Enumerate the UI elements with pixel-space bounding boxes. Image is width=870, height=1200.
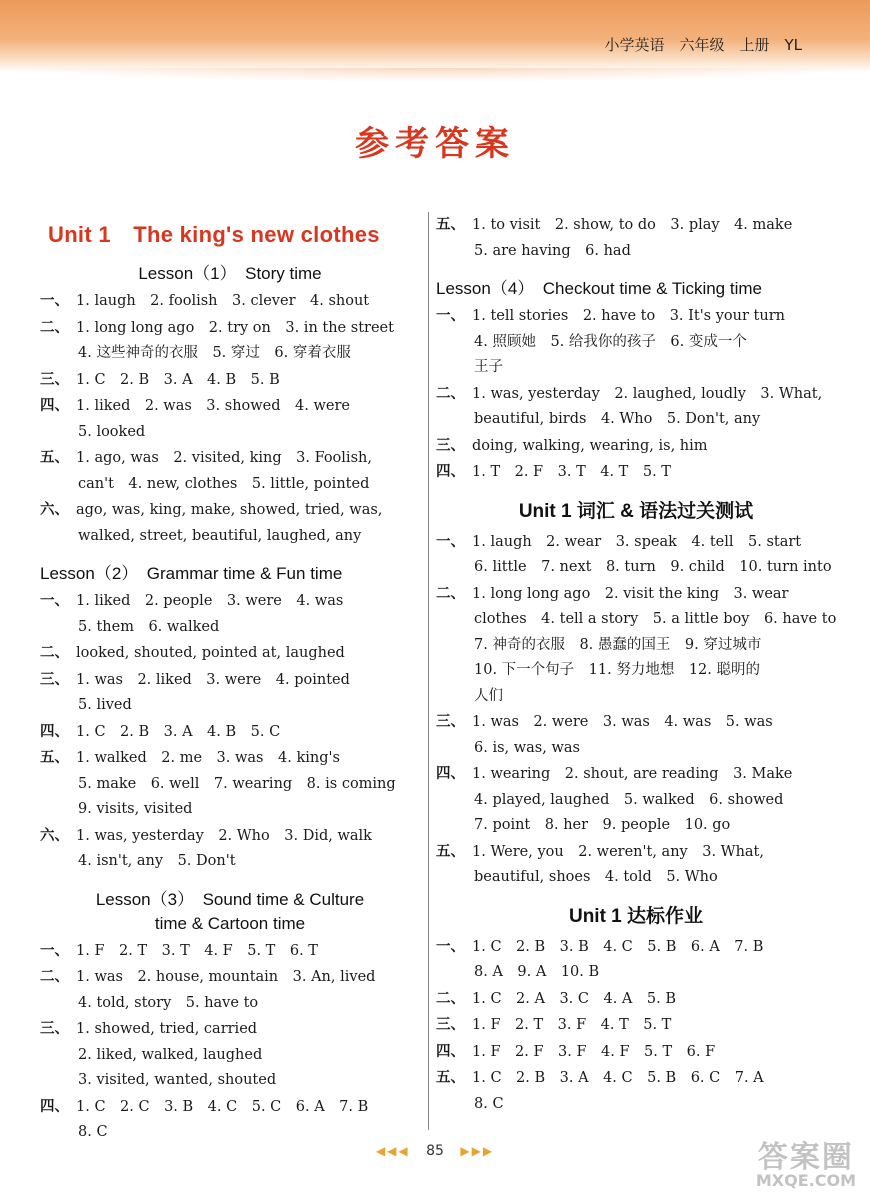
answer-text: doing, walking, wearing, is, him	[472, 437, 708, 454]
answer-line	[436, 459, 836, 486]
answer-text: 1. showed, tried, carried	[76, 1021, 258, 1037]
question-number: 五、	[40, 449, 69, 466]
answer-line	[40, 445, 420, 472]
lesson-heading: time & Cartoon time	[154, 913, 306, 933]
answer-text: 1. long long ago 2. visit the king 3. wear	[472, 585, 789, 602]
question-number: 一、	[436, 307, 465, 324]
answer-continuation: walked, street, beautiful, laughed, any	[78, 527, 362, 544]
answer-line	[40, 745, 420, 772]
answer-text: 1. C 2. A 3. C 4. A 5. B	[472, 990, 677, 1007]
answer-line	[40, 719, 420, 746]
answer-continuation: 3. visited, wanted, shouted	[78, 1072, 277, 1088]
answer-text: 1. was, yesterday 2. Who 3. Did, walk	[76, 827, 372, 844]
answer-text: 1. C 2. B 3. A 4. C 5. B 6. C 7. A	[472, 1070, 764, 1086]
answer-text: 1. was 2. liked 3. were 4. pointed	[76, 671, 350, 688]
answer-text: 1. laugh 2. wear 3. speak 4. tell 5. start	[472, 533, 802, 550]
answer-text: 1. to visit 2. show, to do 3. play 4. make	[472, 217, 793, 233]
answer-continuation: 8. A 9. A 10. B	[474, 964, 600, 980]
page-title: 参考答案	[355, 124, 515, 164]
question-number: 四、	[40, 397, 69, 414]
answer-line	[436, 839, 836, 866]
answer-continuation: 2. liked, walked, laughed	[78, 1046, 263, 1063]
left-column	[40, 212, 420, 1146]
answer-continuation: beautiful, birds 4. Who 5. Don't, any	[474, 411, 761, 427]
answer-line	[40, 588, 420, 615]
answer-line	[436, 761, 836, 788]
answer-text: 1. C 2. B 3. B 4. C 5. B 6. A 7. B	[472, 938, 764, 955]
answer-line	[436, 433, 836, 460]
answer-continuation: 10. 下一个句子 11. 努力地想 12. 聪明的	[474, 662, 761, 678]
question-number: 五、	[40, 749, 69, 766]
answer-line	[436, 303, 836, 330]
answer-continuation: 7. 神奇的衣服 8. 愚蠢的国王 9. 穿过城市	[474, 636, 762, 653]
unit-heading: Unit 1 The king's new clothes	[48, 222, 380, 247]
question-number: 二、	[436, 989, 465, 1007]
question-number: 四、	[436, 463, 465, 480]
question-number: 五、	[436, 842, 465, 860]
answer-line	[40, 1016, 420, 1043]
answer-line	[40, 497, 420, 524]
answer-text: 1. was 2. were 3. was 4. was 5. was	[472, 714, 773, 730]
lesson-heading: Lesson（3） Sound time & Culture	[95, 889, 365, 909]
answer-continuation: 8. C	[78, 1124, 108, 1140]
book-info: 小学英语 六年级 上册 YL	[604, 36, 802, 54]
answer-text: 1. F 2. T 3. F 4. T 5. T	[472, 1017, 672, 1033]
question-number: 四、	[40, 1097, 69, 1115]
question-number: 二、	[40, 968, 69, 985]
answer-line	[40, 640, 420, 667]
answer-continuation: 王子	[474, 359, 503, 375]
answer-text: 1. was 2. house, mountain 3. An, lived	[76, 969, 376, 985]
answer-line	[436, 934, 836, 961]
answer-text: 1. Were, you 2. weren't, any 3. What,	[472, 843, 764, 860]
question-number: 四、	[436, 1042, 465, 1060]
answer-line	[40, 315, 420, 342]
answer-text: looked, shouted, pointed at, laughed	[76, 645, 345, 661]
answer-text: 1. liked 2. people 3. were 4. was	[76, 593, 344, 609]
answer-continuation: clothes 4. tell a story 5. a little boy 6. have to	[474, 611, 837, 627]
answer-continuation: 5. looked	[78, 423, 146, 440]
answer-continuation: beautiful, shoes 4. told 5. Who	[474, 869, 718, 885]
question-number: 一、	[436, 937, 465, 955]
question-number: 四、	[40, 722, 69, 740]
answer-text: 1. walked 2. me 3. was 4. king's	[76, 750, 340, 766]
question-number: 一、	[40, 592, 69, 609]
answer-continuation: 4. 照顾她 5. 给我你的孩子 6. 变成一个	[474, 333, 747, 350]
question-number: 二、	[436, 384, 465, 402]
answer-line	[436, 1012, 836, 1039]
right-column	[436, 212, 836, 1117]
answer-line	[40, 393, 420, 420]
answer-continuation: 6. little 7. next 8. turn 9. child 10. turn into	[474, 559, 832, 575]
question-number: 四、	[436, 765, 465, 782]
answer-continuation: 8. C	[474, 1095, 504, 1112]
answer-continuation: 7. point 8. her 9. people 10. go	[474, 817, 731, 833]
answer-continuation: 5. lived	[78, 697, 132, 713]
answer-text: 1. long long ago 2. try on 3. in the street	[76, 319, 394, 336]
page-footer	[0, 1143, 870, 1159]
answer-line	[436, 709, 836, 736]
answer-line	[436, 581, 836, 608]
answer-text: ago, was, king, make, showed, tried, was,	[76, 502, 383, 518]
answer-line	[40, 1094, 420, 1121]
question-number: 三、	[40, 370, 69, 388]
answer-line	[40, 667, 420, 694]
answer-text: 1. F 2. F 3. F 4. F 5. T 6. F	[472, 1043, 716, 1060]
lesson-heading: Lesson（1） Story time	[138, 264, 322, 283]
answer-line	[436, 986, 836, 1013]
watermark-logo	[755, 1139, 856, 1191]
answer-text: 1. C 2. B 3. A 4. B 5. C	[76, 723, 281, 740]
answer-text: 1. C 2. B 3. A 4. B 5. B	[76, 371, 280, 388]
question-number: 三、	[436, 436, 465, 454]
answer-continuation: 4. isn't, any 5. Don't	[78, 853, 236, 869]
question-number: 一、	[40, 941, 69, 959]
answer-continuation: 5. are having 6. had	[474, 242, 631, 259]
answer-continuation: 5. make 6. well 7. wearing 8. is coming	[78, 775, 396, 792]
lesson-heading: Lesson（4） Checkout time & Ticking time	[436, 279, 762, 298]
answer-line	[436, 212, 836, 239]
answer-continuation: 人们	[474, 687, 503, 704]
lesson-heading: Lesson（2） Grammar time & Fun time	[40, 564, 343, 583]
answer-line	[40, 964, 420, 991]
answer-line	[40, 288, 420, 315]
answer-text: 1. wearing 2. shout, are reading 3. Make	[472, 766, 793, 782]
answer-text: 1. laugh 2. foolish 3. clever 4. shout	[76, 293, 370, 309]
section-heading: Unit 1 词汇 & 语法过关测试	[518, 500, 754, 522]
question-number: 五、	[436, 1069, 465, 1086]
question-number: 六、	[40, 826, 69, 844]
question-number: 二、	[40, 318, 69, 336]
question-number: 三、	[40, 670, 69, 688]
answer-continuation: 6. is, was, was	[474, 739, 580, 756]
page-number: 85	[426, 1143, 444, 1159]
question-number: 三、	[436, 1016, 465, 1033]
question-number: 三、	[436, 713, 465, 730]
answer-text: 1. T 2. F 3. T 4. T 5. T	[472, 464, 671, 480]
answer-line	[436, 381, 836, 408]
answer-text: 1. ago, was 2. visited, king 3. Foolish,	[76, 450, 372, 466]
answer-continuation: 4. 这些神奇的衣服 5. 穿过 6. 穿着衣服	[78, 345, 351, 361]
column-divider	[428, 212, 429, 1130]
section-heading: Unit 1 达标作业	[568, 905, 704, 927]
question-number: 一、	[436, 532, 465, 550]
answer-text: 1. F 2. T 3. T 4. F 5. T 6. T	[76, 942, 318, 959]
next-arrows-icon: ▶▶▶	[460, 1144, 495, 1158]
answer-line	[40, 938, 420, 965]
answer-continuation: 5. them 6. walked	[78, 618, 220, 635]
answer-continuation: 4. told, story 5. have to	[78, 994, 259, 1011]
question-number: 一、	[40, 292, 69, 309]
watermark-title: 答案圈	[757, 1139, 854, 1175]
answer-line	[436, 1065, 836, 1092]
question-number: 五、	[436, 216, 465, 233]
answer-text: 1. tell stories 2. have to 3. It's your turn	[472, 308, 785, 324]
question-number: 三、	[40, 1020, 69, 1037]
answer-continuation: can't 4. new, clothes 5. little, pointed	[78, 475, 370, 492]
question-number: 二、	[436, 584, 465, 602]
answer-text: 1. C 2. C 3. B 4. C 5. C 6. A 7. B	[76, 1098, 369, 1115]
answer-line	[436, 1039, 836, 1066]
answer-line	[436, 529, 836, 556]
watermark-url: MXQE.COM	[755, 1171, 856, 1191]
question-number: 六、	[40, 501, 69, 518]
answer-text: 1. liked 2. was 3. showed 4. were	[76, 398, 350, 414]
answer-continuation: 4. played, laughed 5. walked 6. showed	[474, 791, 784, 808]
answer-continuation: 9. visits, visited	[78, 801, 193, 817]
answer-line	[40, 823, 420, 850]
answer-line	[40, 367, 420, 394]
answer-text: 1. was, yesterday 2. laughed, loudly 3. What,	[472, 385, 823, 402]
question-number: 二、	[40, 644, 69, 661]
prev-arrows-icon: ◀◀◀	[375, 1144, 410, 1158]
